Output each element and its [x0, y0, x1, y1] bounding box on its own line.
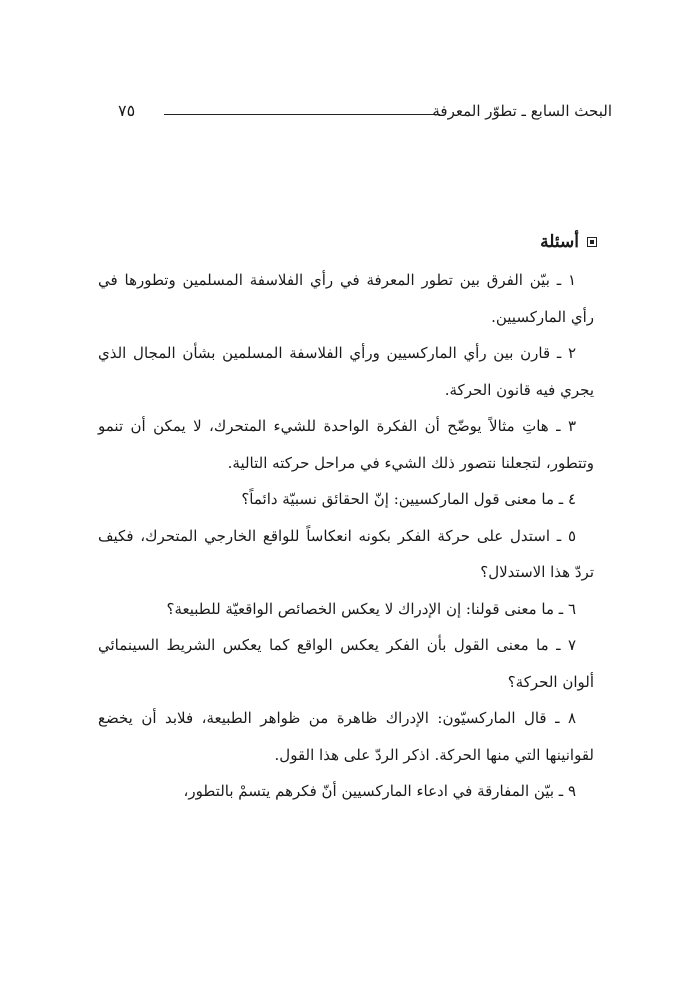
- question-item-3: ٣ ـ هاتِ مثالاً يوضّح أن الفكرة الواحدة للشيء المتحرك، لا يمكن أن تنمو وتتطور، لتجعلنا نتصور ذلك الشيء في مراحل حركته التالية.: [98, 417, 594, 472]
- question-item-5: ٥ ـ استدل على حركة الفكر بكونه انعكاساً للواقع الخارجي المتحرك، فكيف تردّ هذا الاستدلال؟: [98, 526, 594, 581]
- question-item-1: ١ ـ بيّن الفرق بين تطور المعرفة في رأي الفلاسفة المسلمين وتطورها في رأي الماركسيين.: [98, 271, 594, 326]
- question-item-9: ٩ ـ بيّن المفارقة في ادعاء الماركسيين أنّ فكرهم يتسمْ بالتطور،: [183, 782, 576, 800]
- header-rule: [164, 114, 440, 115]
- square-bullet-icon: [587, 237, 597, 247]
- section-heading-text: أسئلة: [540, 232, 579, 252]
- running-header: [118, 100, 612, 126]
- section-heading: [540, 232, 597, 252]
- question-item-8: ٨ ـ قال الماركسيّون: الإدراك ظاهرة من ظواهر الطبيعة، فلابد أن يخضع لقوانينها التي منها الحركة. اذكر الردّ على هذا القول.: [98, 709, 594, 764]
- questions-list: [98, 262, 594, 810]
- page-number: ٧٥: [118, 101, 136, 120]
- question-item-4: ٤ ـ ما معنى قول الماركسيين: إنّ الحقائق نسبيّة دائماً؟: [241, 490, 576, 508]
- question-item-6: ٦ ـ ما معنى قولنا: إن الإدراك لا يعكس الخصائص الواقعيّة للطبيعة؟: [166, 599, 576, 618]
- question-item-2: ٢ ـ قارن بين رأي الماركسيين ورأي الفلاسفة المسلمين بشأن المجال الذي يجري فيه قانون الحركة.: [98, 344, 594, 399]
- question-item-7: ٧ ـ ما معنى القول بأن الفكر يعكس الواقع كما يعكس الشريط السينمائي ألوان الحركة؟: [98, 636, 594, 691]
- running-header-title: البحث السابع ـ تطوّر المعرفة: [432, 102, 612, 120]
